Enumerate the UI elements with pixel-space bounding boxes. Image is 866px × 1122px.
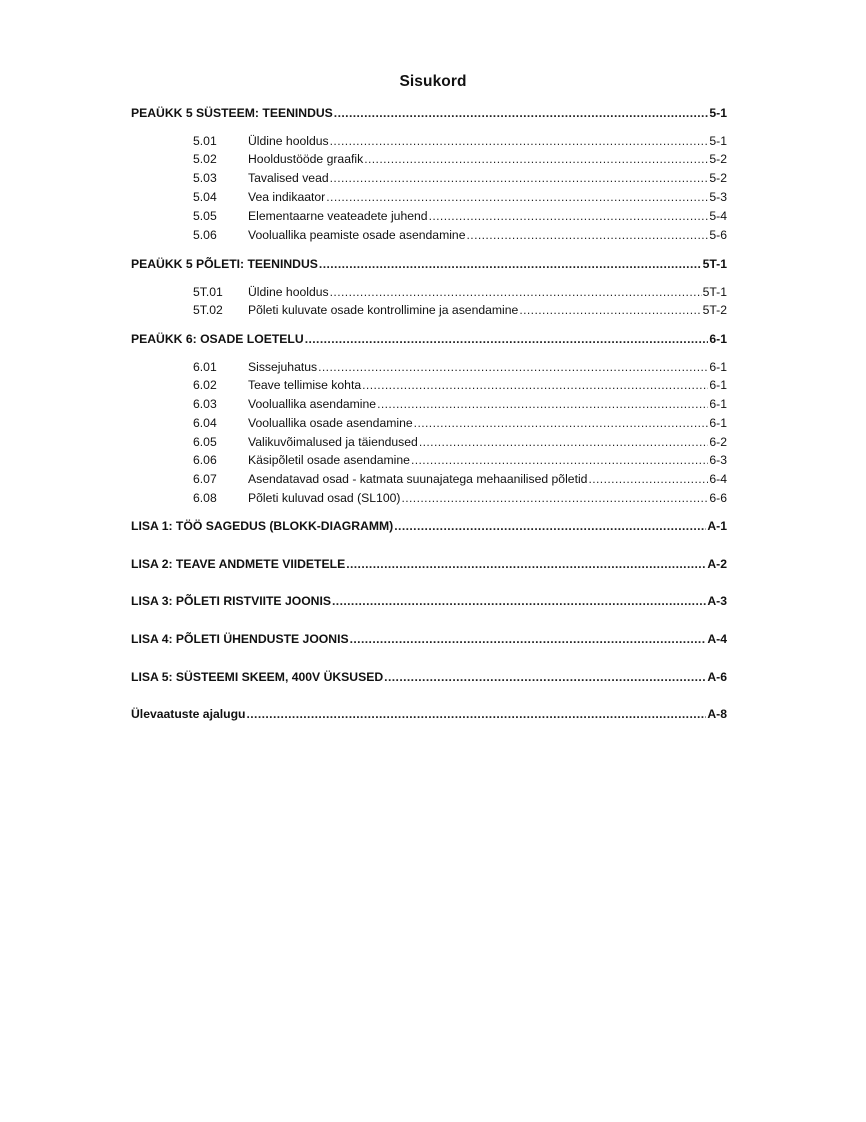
section-title: Vea indikaator bbox=[248, 190, 326, 204]
chapter-title: PEAÜKK 5 SÜSTEEM: TEENINDUS bbox=[131, 106, 333, 120]
section-number: 6.01 bbox=[193, 360, 217, 374]
section-number: 5.04 bbox=[193, 190, 217, 204]
toc-appendix[interactable] bbox=[131, 519, 727, 534]
dot-leader bbox=[305, 332, 709, 347]
dot-leader bbox=[346, 557, 706, 572]
appendix-title: LISA 4: PÕLETI ÜHENDUSTE JOONIS bbox=[131, 632, 349, 646]
toc-entry[interactable] bbox=[193, 228, 727, 243]
section-number: 6.05 bbox=[193, 435, 217, 449]
toc-appendix[interactable] bbox=[131, 594, 727, 609]
page-number: 6-3 bbox=[709, 453, 727, 467]
toc-chapter[interactable] bbox=[131, 257, 727, 272]
toc-entry[interactable] bbox=[193, 190, 727, 205]
toc-entry[interactable] bbox=[193, 152, 727, 167]
page-number: 5-3 bbox=[709, 190, 727, 204]
section-title: Vooluallika osade asendamine bbox=[248, 416, 413, 430]
page-number: 6-1 bbox=[709, 378, 727, 392]
section-number: 5T.01 bbox=[193, 285, 223, 299]
dot-leader bbox=[401, 491, 708, 506]
dot-leader bbox=[334, 106, 709, 121]
dot-leader bbox=[588, 472, 708, 487]
section-number: 6.02 bbox=[193, 378, 217, 392]
page-number: 5-1 bbox=[709, 134, 727, 148]
toc-entry[interactable] bbox=[193, 491, 727, 506]
page-number: 5T-2 bbox=[702, 303, 727, 317]
section-title: Asendatavad osad - katmata suunajatega mehaanilised põletid bbox=[248, 472, 588, 486]
dot-leader bbox=[411, 453, 708, 468]
toc-entry[interactable] bbox=[193, 435, 727, 450]
dot-leader bbox=[364, 152, 708, 167]
section-number: 6.08 bbox=[193, 491, 217, 505]
toc-appendix[interactable] bbox=[131, 632, 727, 647]
section-number: 5.06 bbox=[193, 228, 217, 242]
appendix-title: LISA 1: TÖÖ SAGEDUS (BLOKK-DIAGRAMM) bbox=[131, 519, 394, 533]
page-number: 6-6 bbox=[709, 491, 727, 505]
section-number: 5T.02 bbox=[193, 303, 223, 317]
dot-leader bbox=[414, 416, 709, 431]
dot-leader bbox=[332, 594, 706, 609]
section-title: Üldine hooldus bbox=[248, 285, 329, 299]
page-number: A-8 bbox=[707, 707, 727, 721]
toc-entry[interactable] bbox=[193, 303, 727, 318]
section-title: Valikuvõimalused ja täiendused bbox=[248, 435, 418, 449]
toc-appendix[interactable] bbox=[131, 707, 727, 722]
page-number: 6-2 bbox=[709, 435, 727, 449]
section-title: Elementaarne veateadete juhend bbox=[248, 209, 428, 223]
dot-leader bbox=[394, 519, 706, 534]
toc-chapter[interactable] bbox=[131, 332, 727, 347]
toc-appendix[interactable] bbox=[131, 557, 727, 572]
toc-entry[interactable] bbox=[193, 378, 727, 393]
section-title: Vooluallika peamiste osade asendamine bbox=[248, 228, 466, 242]
section-number: 6.06 bbox=[193, 453, 217, 467]
toc-entry[interactable] bbox=[193, 360, 727, 375]
dot-leader bbox=[384, 670, 706, 685]
toc-entry[interactable] bbox=[193, 285, 727, 300]
page-number: 6-1 bbox=[709, 360, 727, 374]
section-title: Üldine hooldus bbox=[248, 134, 329, 148]
section-title: Teave tellimise kohta bbox=[248, 378, 362, 392]
section-title: Vooluallika asendamine bbox=[248, 397, 377, 411]
section-title: Käsipõletil osade asendamine bbox=[248, 453, 410, 467]
section-number: 6.04 bbox=[193, 416, 217, 430]
page-number: 5-2 bbox=[709, 152, 727, 166]
dot-leader bbox=[330, 285, 702, 300]
page-number: A-3 bbox=[707, 594, 727, 608]
page-number: 5-2 bbox=[709, 171, 727, 185]
toc-entry[interactable] bbox=[193, 453, 727, 468]
toc-chapter[interactable] bbox=[131, 106, 727, 121]
page-title: Sisukord bbox=[399, 73, 467, 90]
toc-entry[interactable] bbox=[193, 472, 727, 487]
dot-leader bbox=[377, 397, 708, 412]
toc-entry[interactable] bbox=[193, 134, 727, 149]
toc-entry[interactable] bbox=[193, 209, 727, 224]
page-number: A-1 bbox=[707, 519, 727, 533]
appendix-title: LISA 3: PÕLETI RISTVIITE JOONIS bbox=[131, 594, 331, 608]
page-number: 6-1 bbox=[709, 332, 727, 346]
dot-leader bbox=[318, 360, 708, 375]
dot-leader bbox=[319, 257, 702, 272]
page-number: 6-4 bbox=[709, 472, 727, 486]
appendix-title: LISA 2: TEAVE ANDMETE VIIDETELE bbox=[131, 557, 346, 571]
dot-leader bbox=[467, 228, 709, 243]
page-number: A-6 bbox=[707, 670, 727, 684]
section-number: 5.05 bbox=[193, 209, 217, 223]
section-number: 5.02 bbox=[193, 152, 217, 166]
chapter-title: PEAÜKK 6: OSADE LOETELU bbox=[131, 332, 304, 346]
page-number: 5-4 bbox=[709, 209, 727, 223]
appendix-title: LISA 5: SÜSTEEMI SKEEM, 400V ÜKSUSED bbox=[131, 670, 384, 684]
toc-entry[interactable] bbox=[193, 397, 727, 412]
section-title: Tavalised vead bbox=[248, 171, 329, 185]
section-title: Hooldustööde graafik bbox=[248, 152, 364, 166]
section-title: Sissejuhatus bbox=[248, 360, 318, 374]
chapter-title: PEAÜKK 5 PÕLETI: TEENINDUS bbox=[131, 257, 318, 271]
page-number: A-4 bbox=[707, 632, 727, 646]
section-number: 5.01 bbox=[193, 134, 217, 148]
page-number: A-2 bbox=[707, 557, 727, 571]
page-number: 6-1 bbox=[709, 397, 727, 411]
dot-leader bbox=[330, 171, 709, 186]
dot-leader bbox=[519, 303, 701, 318]
dot-leader bbox=[362, 378, 708, 393]
section-title: Põleti kuluvate osade kontrollimine ja asendamine bbox=[248, 303, 519, 317]
section-number: 5.03 bbox=[193, 171, 217, 185]
dot-leader bbox=[429, 209, 709, 224]
dot-leader bbox=[326, 190, 708, 205]
page-number: 6-1 bbox=[709, 416, 727, 430]
section-number: 6.07 bbox=[193, 472, 217, 486]
toc-entry[interactable] bbox=[193, 416, 727, 431]
dot-leader bbox=[246, 707, 706, 722]
dot-leader bbox=[330, 134, 709, 149]
dot-leader bbox=[419, 435, 709, 450]
section-number: 6.03 bbox=[193, 397, 217, 411]
toc-appendix[interactable] bbox=[131, 670, 727, 685]
page-number: 5-1 bbox=[709, 106, 727, 120]
page-number: 5T-1 bbox=[702, 285, 727, 299]
appendix-title: Ülevaatuste ajalugu bbox=[131, 707, 246, 721]
section-title: Põleti kuluvad osad (SL100) bbox=[248, 491, 401, 505]
toc-entry[interactable] bbox=[193, 171, 727, 186]
dot-leader bbox=[350, 632, 707, 647]
page-number: 5-6 bbox=[709, 228, 727, 242]
page-number: 5T-1 bbox=[702, 257, 727, 271]
